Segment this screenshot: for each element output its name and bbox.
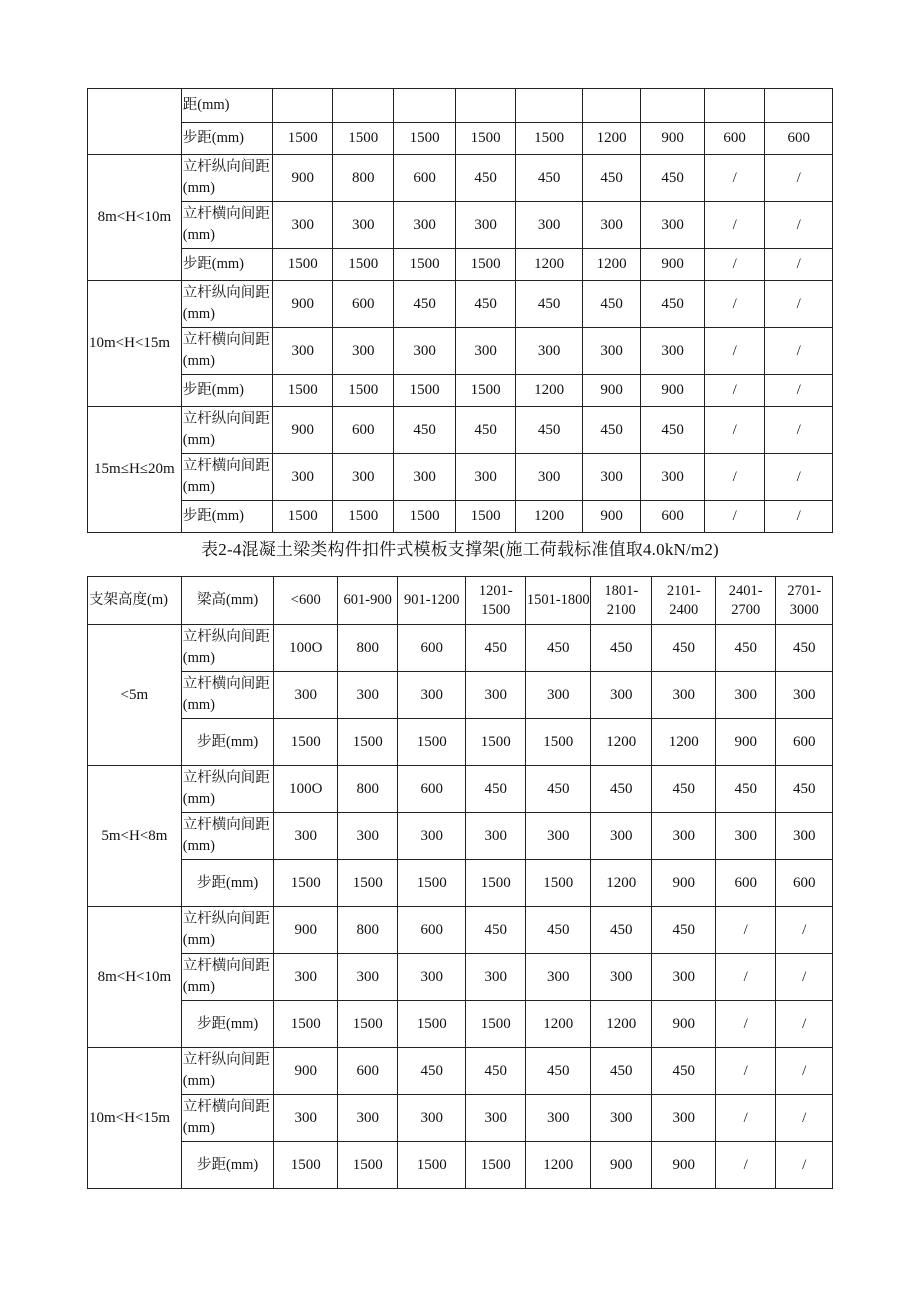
value-cell: 900 <box>715 719 775 766</box>
table-row <box>88 454 833 501</box>
value-cell: 800 <box>332 155 393 202</box>
value-cell: 450 <box>455 155 515 202</box>
value-cell: 300 <box>337 672 397 719</box>
row-label: 立杆纵向间距(mm) <box>181 155 273 202</box>
value-cell: 1500 <box>398 860 466 907</box>
value-cell: 300 <box>337 954 397 1001</box>
support-height-cell: 15m≤H≤20m <box>88 407 182 533</box>
value-cell: 300 <box>274 954 338 1001</box>
row-label: 立杆纵向间距(mm) <box>181 1048 274 1095</box>
table-row <box>88 672 833 719</box>
value-cell: 1500 <box>398 1001 466 1048</box>
value-cell: / <box>765 328 833 375</box>
value-cell: 300 <box>516 454 583 501</box>
value-cell: 450 <box>591 766 652 813</box>
value-cell: / <box>776 1048 833 1095</box>
value-cell: 600 <box>332 407 393 454</box>
value-cell: 1200 <box>582 123 640 155</box>
table-row <box>88 89 833 123</box>
table-1-continuation <box>87 88 833 533</box>
table-row <box>88 281 833 328</box>
support-height-cell: 5m<H<8m <box>88 766 182 907</box>
value-cell: 900 <box>641 375 705 407</box>
value-cell <box>765 89 833 123</box>
value-cell: 1500 <box>466 860 526 907</box>
value-cell: 300 <box>641 454 705 501</box>
table-row <box>88 123 833 155</box>
value-cell: 900 <box>274 907 338 954</box>
value-cell: 1500 <box>394 249 455 281</box>
value-cell: / <box>765 501 833 533</box>
value-cell: 1500 <box>337 860 397 907</box>
value-cell: 900 <box>273 281 332 328</box>
value-cell: 300 <box>394 202 455 249</box>
value-cell: 450 <box>455 407 515 454</box>
value-cell: / <box>704 501 764 533</box>
value-cell: 800 <box>337 907 397 954</box>
table-row <box>88 375 833 407</box>
header-col: 601-900 <box>337 577 397 625</box>
row-label: 步距(mm) <box>181 1142 274 1189</box>
value-cell: 300 <box>591 672 652 719</box>
value-cell: 300 <box>776 672 833 719</box>
value-cell: 1500 <box>273 501 332 533</box>
value-cell: / <box>715 907 775 954</box>
value-cell: / <box>704 454 764 501</box>
value-cell: 450 <box>582 407 640 454</box>
value-cell: 900 <box>273 407 332 454</box>
row-label: 立杆横向间距(mm) <box>181 954 274 1001</box>
row-label: 步距(mm) <box>181 860 274 907</box>
value-cell: / <box>765 454 833 501</box>
table-caption: 表2-4混凝土梁类构件扣件式模板支撑架(施工荷载标准值取4.0kN/m2) <box>201 540 719 559</box>
value-cell: 1500 <box>274 1001 338 1048</box>
row-label: 立杆纵向间距(mm) <box>181 907 274 954</box>
header-col: 901-1200 <box>398 577 466 625</box>
table-row <box>88 202 833 249</box>
table-row <box>88 501 833 533</box>
table-2-4 <box>87 576 833 1189</box>
value-cell: 300 <box>591 954 652 1001</box>
value-cell: / <box>765 281 833 328</box>
value-cell: 450 <box>516 155 583 202</box>
value-cell: 1200 <box>591 719 652 766</box>
value-cell: / <box>765 375 833 407</box>
value-cell: 600 <box>337 1048 397 1095</box>
value-cell: 450 <box>652 1048 716 1095</box>
value-cell: 900 <box>591 1142 652 1189</box>
value-cell: 1500 <box>273 123 332 155</box>
value-cell: 1500 <box>455 375 515 407</box>
value-cell: 300 <box>526 954 591 1001</box>
value-cell: 600 <box>776 860 833 907</box>
row-label: 立杆横向间距(mm) <box>181 672 274 719</box>
value-cell: / <box>704 407 764 454</box>
value-cell: / <box>715 954 775 1001</box>
value-cell: 600 <box>332 281 393 328</box>
header-col: 1801-2100 <box>591 577 652 625</box>
value-cell: 600 <box>715 860 775 907</box>
row-label: 步距(mm) <box>181 375 273 407</box>
value-cell: 800 <box>337 625 397 672</box>
value-cell: 300 <box>466 813 526 860</box>
value-cell: 600 <box>398 625 466 672</box>
row-label: 立杆横向间距(mm) <box>181 813 274 860</box>
value-cell: 1500 <box>274 1142 338 1189</box>
value-cell: / <box>765 407 833 454</box>
header-support-height: 支架高度(m) <box>88 577 182 625</box>
value-cell: / <box>715 1142 775 1189</box>
value-cell: 450 <box>715 766 775 813</box>
table-row <box>88 328 833 375</box>
value-cell: 300 <box>641 328 705 375</box>
value-cell: 300 <box>273 202 332 249</box>
value-cell: 300 <box>526 1095 591 1142</box>
row-label: 步距(mm) <box>181 719 274 766</box>
row-label: 立杆横向间距(mm) <box>181 328 273 375</box>
value-cell: 300 <box>526 672 591 719</box>
value-cell: 300 <box>455 202 515 249</box>
value-cell: 600 <box>394 155 455 202</box>
value-cell: 450 <box>466 766 526 813</box>
value-cell: 600 <box>776 719 833 766</box>
value-cell <box>582 89 640 123</box>
table-row <box>88 860 833 907</box>
value-cell: 900 <box>274 1048 338 1095</box>
value-cell: 450 <box>652 907 716 954</box>
value-cell: 300 <box>337 1095 397 1142</box>
value-cell: 1500 <box>332 123 393 155</box>
value-cell: 300 <box>398 954 466 1001</box>
value-cell: 800 <box>337 766 397 813</box>
table-row <box>88 954 833 1001</box>
value-cell: 1500 <box>466 1001 526 1048</box>
value-cell: 1500 <box>273 375 332 407</box>
value-cell: / <box>704 375 764 407</box>
value-cell: / <box>704 281 764 328</box>
value-cell: 300 <box>582 328 640 375</box>
table-row <box>88 813 833 860</box>
value-cell: 1500 <box>274 719 338 766</box>
value-cell: 1500 <box>394 375 455 407</box>
table-row <box>88 1001 833 1048</box>
value-cell <box>394 89 455 123</box>
value-cell: 300 <box>274 672 338 719</box>
value-cell: 900 <box>652 860 716 907</box>
value-cell: 450 <box>516 407 583 454</box>
value-cell: / <box>765 155 833 202</box>
row-label: 步距(mm) <box>181 123 273 155</box>
row-label: 步距(mm) <box>181 1001 274 1048</box>
value-cell: 300 <box>582 202 640 249</box>
value-cell: 450 <box>591 907 652 954</box>
value-cell: 300 <box>526 813 591 860</box>
row-label: 立杆纵向间距(mm) <box>181 407 273 454</box>
value-cell: 1500 <box>455 123 515 155</box>
value-cell: 300 <box>591 1095 652 1142</box>
value-cell: / <box>715 1048 775 1095</box>
height-cell-continued <box>88 89 182 155</box>
support-height-cell: 8m<H<10m <box>88 155 182 281</box>
value-cell: 300 <box>652 954 716 1001</box>
value-cell: 300 <box>591 813 652 860</box>
value-cell: 1500 <box>455 249 515 281</box>
value-cell: 1200 <box>516 249 583 281</box>
table-row <box>88 155 833 202</box>
value-cell: 100O <box>274 625 338 672</box>
value-cell: 300 <box>274 813 338 860</box>
support-height-cell: <5m <box>88 625 182 766</box>
value-cell: / <box>704 328 764 375</box>
table-header-row <box>88 577 833 625</box>
value-cell: 600 <box>398 766 466 813</box>
value-cell: 1500 <box>337 1001 397 1048</box>
table-row <box>88 1142 833 1189</box>
table-row <box>88 766 833 813</box>
value-cell: 300 <box>466 954 526 1001</box>
value-cell: 450 <box>466 625 526 672</box>
value-cell: 1500 <box>332 375 393 407</box>
value-cell: 300 <box>337 813 397 860</box>
value-cell <box>455 89 515 123</box>
row-label: 距(mm) <box>181 89 273 123</box>
value-cell: 450 <box>526 766 591 813</box>
value-cell: 450 <box>394 281 455 328</box>
value-cell: 1500 <box>337 719 397 766</box>
value-cell: 1200 <box>591 1001 652 1048</box>
value-cell: 900 <box>641 123 705 155</box>
value-cell: 450 <box>526 1048 591 1095</box>
value-cell: 600 <box>765 123 833 155</box>
value-cell: 450 <box>516 281 583 328</box>
table-row <box>88 1095 833 1142</box>
header-beam-height: 梁高(mm) <box>181 577 274 625</box>
value-cell: / <box>776 1095 833 1142</box>
value-cell: 300 <box>274 1095 338 1142</box>
row-label: 立杆纵向间距(mm) <box>181 625 274 672</box>
header-col: 2701-3000 <box>776 577 833 625</box>
row-label: 立杆纵向间距(mm) <box>181 281 273 328</box>
value-cell: / <box>715 1001 775 1048</box>
value-cell: 900 <box>582 375 640 407</box>
value-cell: 300 <box>652 672 716 719</box>
value-cell: 900 <box>652 1142 716 1189</box>
value-cell: 1200 <box>516 501 583 533</box>
value-cell: 450 <box>641 407 705 454</box>
value-cell: 1500 <box>398 1142 466 1189</box>
table-row <box>88 407 833 454</box>
value-cell: 450 <box>582 155 640 202</box>
table-row <box>88 907 833 954</box>
value-cell: 450 <box>591 625 652 672</box>
value-cell: 450 <box>641 281 705 328</box>
value-cell: / <box>776 1001 833 1048</box>
row-label: 立杆横向间距(mm) <box>181 1095 274 1142</box>
value-cell <box>704 89 764 123</box>
value-cell: 300 <box>455 328 515 375</box>
value-cell: 450 <box>652 625 716 672</box>
value-cell: 300 <box>273 454 332 501</box>
table-row <box>88 1048 833 1095</box>
value-cell: 1500 <box>394 501 455 533</box>
value-cell: 300 <box>715 672 775 719</box>
value-cell: 450 <box>776 625 833 672</box>
value-cell: 1500 <box>332 501 393 533</box>
value-cell: / <box>704 155 764 202</box>
value-cell: 300 <box>398 813 466 860</box>
value-cell: 1500 <box>516 123 583 155</box>
value-cell: / <box>765 249 833 281</box>
value-cell: 450 <box>715 625 775 672</box>
value-cell: 300 <box>332 202 393 249</box>
value-cell: 300 <box>455 454 515 501</box>
value-cell: 300 <box>652 813 716 860</box>
value-cell: 1500 <box>398 719 466 766</box>
value-cell: 450 <box>641 155 705 202</box>
header-col: 2101-2400 <box>652 577 716 625</box>
value-cell: 1500 <box>526 719 591 766</box>
value-cell: 1500 <box>337 1142 397 1189</box>
value-cell: 300 <box>273 328 332 375</box>
value-cell: 450 <box>526 625 591 672</box>
value-cell: 1500 <box>394 123 455 155</box>
value-cell: 1500 <box>274 860 338 907</box>
value-cell: 1500 <box>466 1142 526 1189</box>
value-cell: 300 <box>398 672 466 719</box>
value-cell: 1500 <box>466 719 526 766</box>
row-label: 立杆纵向间距(mm) <box>181 766 274 813</box>
table-row <box>88 625 833 672</box>
value-cell: 600 <box>704 123 764 155</box>
value-cell: 300 <box>398 1095 466 1142</box>
value-cell: / <box>715 1095 775 1142</box>
value-cell: 300 <box>516 202 583 249</box>
value-cell: 300 <box>394 328 455 375</box>
value-cell: 450 <box>394 407 455 454</box>
value-cell: 1200 <box>582 249 640 281</box>
value-cell: 1200 <box>591 860 652 907</box>
value-cell: / <box>776 954 833 1001</box>
value-cell <box>516 89 583 123</box>
value-cell: 100O <box>274 766 338 813</box>
value-cell: 450 <box>398 1048 466 1095</box>
value-cell: 900 <box>273 155 332 202</box>
support-height-cell: 10m<H<15m <box>88 1048 182 1189</box>
value-cell: 1200 <box>526 1001 591 1048</box>
value-cell: 450 <box>776 766 833 813</box>
value-cell: 1200 <box>516 375 583 407</box>
value-cell <box>273 89 332 123</box>
value-cell: 300 <box>332 328 393 375</box>
value-cell: 600 <box>398 907 466 954</box>
value-cell: 450 <box>455 281 515 328</box>
value-cell: 300 <box>641 202 705 249</box>
value-cell: 300 <box>715 813 775 860</box>
table-row <box>88 719 833 766</box>
value-cell: 300 <box>332 454 393 501</box>
row-label: 步距(mm) <box>181 249 273 281</box>
value-cell: 1500 <box>455 501 515 533</box>
value-cell: 300 <box>466 672 526 719</box>
value-cell: 1500 <box>332 249 393 281</box>
value-cell <box>332 89 393 123</box>
value-cell: 450 <box>466 907 526 954</box>
header-col: 1201-1500 <box>466 577 526 625</box>
value-cell: / <box>776 1142 833 1189</box>
value-cell: 300 <box>466 1095 526 1142</box>
support-height-cell: 10m<H<15m <box>88 281 182 407</box>
value-cell: 600 <box>641 501 705 533</box>
support-height-cell: 8m<H<10m <box>88 907 182 1048</box>
value-cell: 300 <box>776 813 833 860</box>
value-cell: 1500 <box>526 860 591 907</box>
value-cell: 1200 <box>526 1142 591 1189</box>
row-label: 立杆横向间距(mm) <box>181 202 273 249</box>
value-cell: 900 <box>652 1001 716 1048</box>
value-cell: 900 <box>582 501 640 533</box>
table-row <box>88 249 833 281</box>
value-cell <box>641 89 705 123</box>
row-label: 立杆横向间距(mm) <box>181 454 273 501</box>
value-cell: / <box>704 249 764 281</box>
value-cell: 1500 <box>273 249 332 281</box>
value-cell: 300 <box>516 328 583 375</box>
value-cell: / <box>704 202 764 249</box>
header-col: 2401-2700 <box>715 577 775 625</box>
header-col: 1501-1800 <box>526 577 591 625</box>
value-cell: 300 <box>582 454 640 501</box>
value-cell: 900 <box>641 249 705 281</box>
value-cell: 300 <box>652 1095 716 1142</box>
value-cell: 1200 <box>652 719 716 766</box>
value-cell: 450 <box>466 1048 526 1095</box>
row-label: 步距(mm) <box>181 501 273 533</box>
header-col: <600 <box>274 577 338 625</box>
value-cell: 450 <box>526 907 591 954</box>
value-cell: 450 <box>652 766 716 813</box>
value-cell: / <box>776 907 833 954</box>
value-cell: 450 <box>582 281 640 328</box>
value-cell: / <box>765 202 833 249</box>
value-cell: 450 <box>591 1048 652 1095</box>
value-cell: 300 <box>394 454 455 501</box>
